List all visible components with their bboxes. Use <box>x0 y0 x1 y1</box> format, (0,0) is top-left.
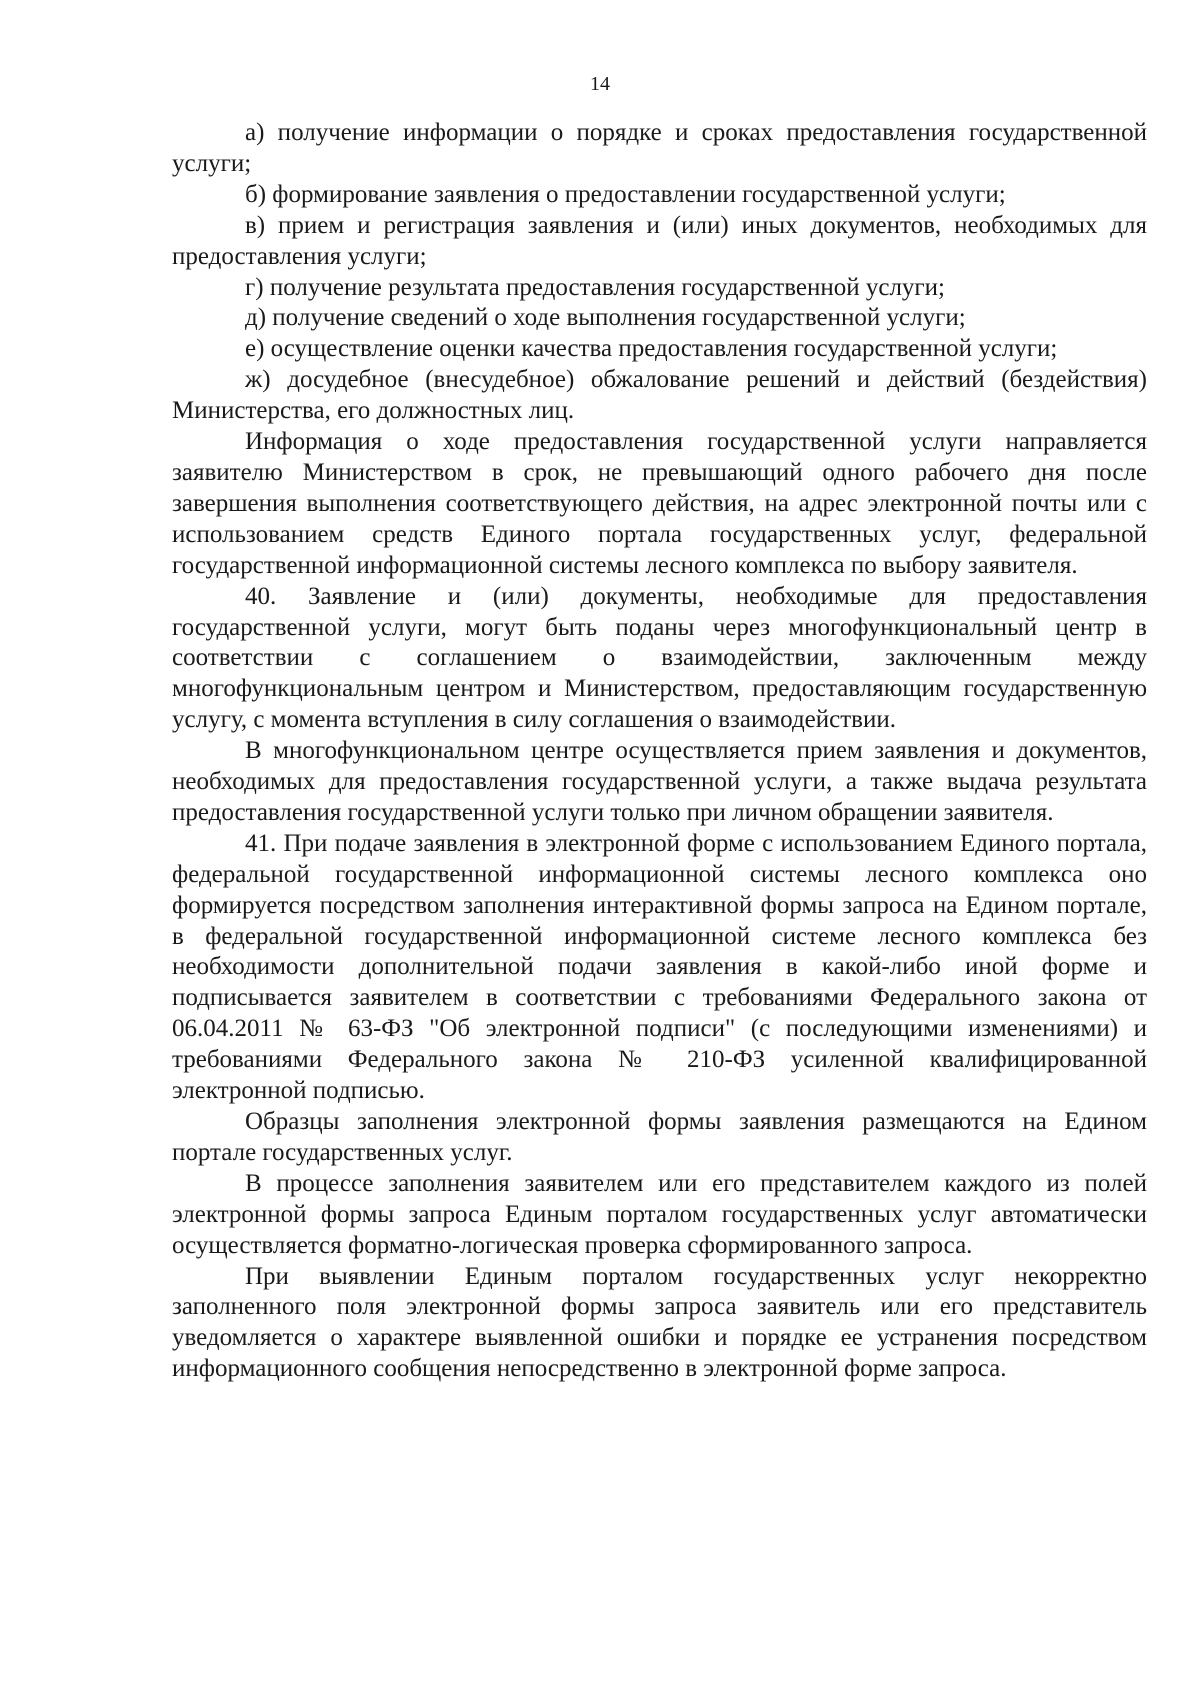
paragraph-status-info: Информация о ходе предоставления государственной услуги направляется заявителю Министерством в срок, не превышающий одного рабочего дня после завершения выполнения соответствующего действия, на адрес электронной почты или с использованием средств Единого портала государственных услуг, федеральной государственной информационной системы лесного комплекса по выбору заявителя. <box>172 428 1147 579</box>
list-item-v: в) прием и регистрация заявления и (или) иных документов, необходимых для предоставления услуги; <box>172 211 1147 270</box>
paragraph-section-40: 40. Заявление и (или) документы, необходимые для предоставления государственной услуги, могут быть поданы через многофункциональный центр в соответствии с соглашением о взаимодействии, заключенным между многофункциональным центром и Министерством, предоставляющим государственную услугу, с момента вступления в силу соглашения о взаимодействии. <box>172 582 1147 734</box>
list-item-b: б) формирование заявления о предоставлении государственной услуги; <box>245 180 1006 208</box>
paragraph-section-41: 41. При подаче заявления в электронной форме с использованием Единого портала, федеральной государственной информационной системы лесного комплекса оно формируется посредством заполнения интерактивной формы запроса на Едином портале, в федеральной государственной информационной системе лесного комплекса без необходимости дополнительной подачи заявления в какой-либо иной форме и подписывается заявителем в соответствии с требованиями Федерального закона от 06.04.2011 № 63-ФЗ "Об электронной подписи" (с последующими изменениями) и требованиями Федерального закона № 210-ФЗ усиленной квалифицированной электронной подписью. <box>172 829 1147 1105</box>
page-number: 14 <box>590 73 610 95</box>
list-item-a: а) получение информации о порядке и сроках предоставления государственной услуги; <box>172 119 1147 177</box>
list-item-d: д) получение сведений о ходе выполнения государственной услуги; <box>245 304 966 332</box>
list-item-e: е) осуществление оценки качества предоставления государственной услуги; <box>245 335 1058 363</box>
list-item-zh: ж) досудебное (внесудебное) обжалование решений и действий (бездействия) Министерства, его должностных лиц. <box>172 366 1147 425</box>
paragraph-error-notice: При выявлении Единым порталом государственных услуг некорректно заполненного поля электронной формы запроса заявитель или его представитель уведомляется о характере выявленной ошибки и порядке ее устранения посредством информационного сообщения непосредственно в электронной форме запроса. <box>172 1262 1147 1383</box>
list-item-g: г) получение результата предоставления государственной услуги; <box>245 273 945 301</box>
paragraph-format-check: В процессе заполнения заявителем или его представителем каждого из полей электронной формы запроса Единым порталом государственных услуг автоматически осуществляется форматно-логическая проверка сформированного запроса. <box>172 1169 1147 1259</box>
paragraph-form-samples: Образцы заполнения электронной формы заявления размещаются на Едином портале государственных услуг. <box>172 1108 1147 1166</box>
paragraph-mfc-reception: В многофункциональном центре осуществляется прием заявления и документов, необходимых для предоставления государственной услуги, а также выдача результата предоставления государственной услуги только при личном обращении заявителя. <box>172 737 1147 826</box>
document-body <box>172 118 1147 1385</box>
